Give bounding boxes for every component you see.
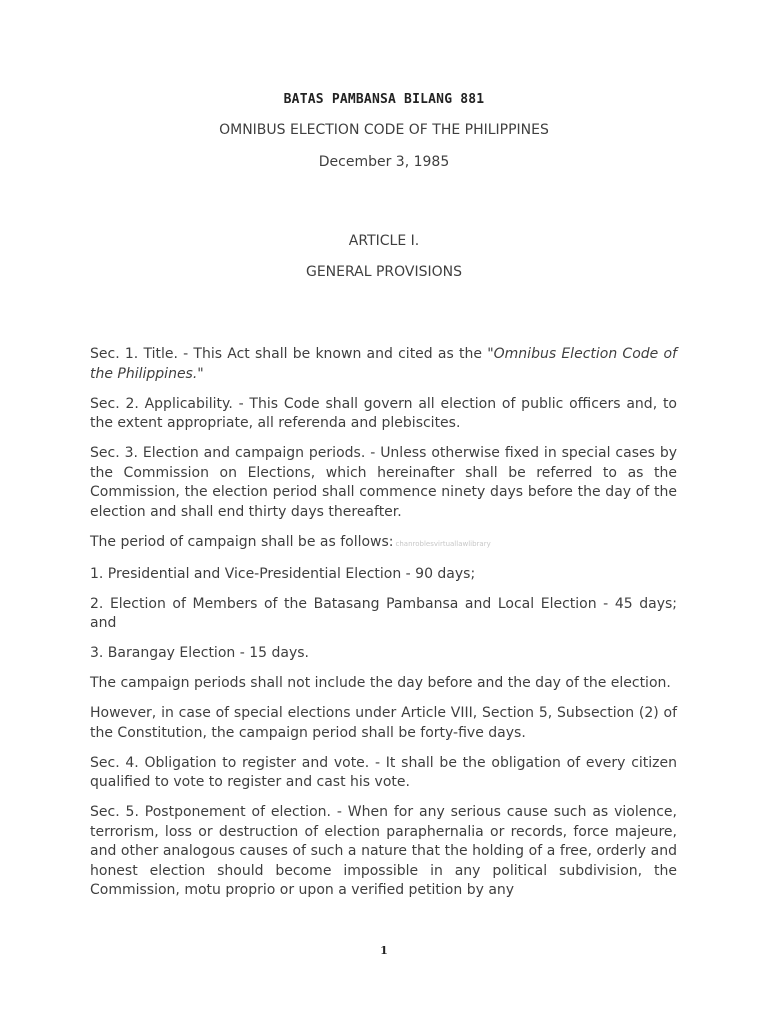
document-subtitle: OMNIBUS ELECTION CODE OF THE PHILIPPINES [219, 122, 549, 138]
section-3: Sec. 3. Election and campaign periods. - Unless otherwise fixed in special cases by the Commission on Elections, which hereinafter shall be referred to as the Commission, the election period shall commence ninety days before the day of the election and shall end thirty days thereafter. [90, 445, 677, 520]
article-title: GENERAL PROVISIONS [305, 264, 463, 280]
document-body [90, 345, 677, 911]
page-number: 1 [380, 944, 388, 957]
campaign-exclusion: The campaign periods shall not include the day before and the day of the election. [90, 675, 671, 691]
section-5: Sec. 5. Postponement of election. - When for any serious cause such as violence, terrorism, loss or destruction of election paraphernalia or records, force majeure, and other analogous causes of such a nature that the holding of a free, orderly and honest election should become impossible in any political subdivision, the Commission, motu proprio or upon a verified petition by any [90, 804, 677, 898]
campaign-intro-text: The period of campaign shall be as follows: [90, 533, 394, 550]
special-elections: However, in case of special elections under Article VIII, Section 5, Subsection (2) of the Constitution, the campaign period shall be forty-five days. [90, 705, 677, 741]
campaign-item-1: 1. Presidential and Vice-Presidential Election - 90 days; [90, 565, 476, 582]
document-date: December 3, 1985 [318, 154, 450, 170]
section-1-text: Sec. 1. Title. - This Act shall be known and cited as the [90, 346, 488, 362]
watermark-text: chanroblesvirtuallawlibrary [395, 539, 491, 548]
campaign-item-2: 2. Election of Members of the Batasang Pambansa and Local Election - 45 days; and [90, 595, 677, 631]
section-1-quote: "Omnibus Election Code of the Philippines." [90, 346, 677, 382]
section-2: Sec. 2. Applicability. - This Code shall govern all election of public officers and, to the extent appropriate, all referenda and plebiscites. [90, 395, 677, 431]
campaign-intro [90, 533, 677, 555]
section-4: Sec. 4. Obligation to register and vote. - It shall be the obligation of every citizen qualified to vote to register and cast his vote. [90, 754, 677, 790]
section-1 [90, 345, 677, 384]
document-title: BATAS PAMBANSA BILANG 881 [283, 92, 485, 107]
article-number: ARTICLE I. [348, 233, 420, 249]
campaign-item-3: 3. Barangay Election - 15 days. [90, 645, 309, 661]
